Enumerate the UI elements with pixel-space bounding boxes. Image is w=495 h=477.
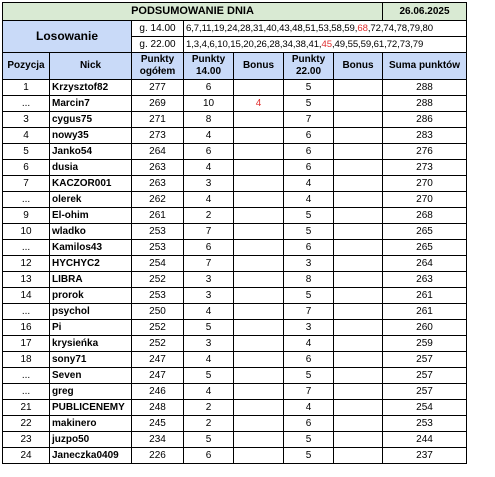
- table-row: [3, 144, 467, 160]
- cell-suma: 257: [383, 352, 467, 368]
- cell-bonus-14: [234, 448, 284, 464]
- cell-pozycja: 7: [3, 176, 50, 192]
- cell-pozycja: ...: [3, 192, 50, 208]
- cell-suma: 288: [383, 80, 467, 96]
- draw-label-14: g. 14.00: [132, 21, 184, 37]
- cell-punkty-14: 4: [184, 192, 234, 208]
- cell-suma: 264: [383, 256, 467, 272]
- cell-punkty-22: 7: [284, 304, 334, 320]
- cell-nick: juzpo50: [50, 432, 132, 448]
- cell-punkty-ogolem: 252: [132, 336, 184, 352]
- cell-punkty-ogolem: 250: [132, 304, 184, 320]
- cell-suma: 286: [383, 112, 467, 128]
- header-punkty-14: Punkty 14.00: [184, 53, 234, 80]
- cell-nick: Marcin7: [50, 96, 132, 112]
- draw-highlight-14: 68: [357, 23, 368, 34]
- cell-punkty-22: 6: [284, 128, 334, 144]
- cell-suma: 273: [383, 160, 467, 176]
- cell-pozycja: ...: [3, 240, 50, 256]
- cell-punkty-ogolem: 245: [132, 416, 184, 432]
- cell-bonus-22: [334, 352, 383, 368]
- cell-punkty-14: 3: [184, 336, 234, 352]
- cell-bonus-22: [334, 112, 383, 128]
- cell-bonus-14: [234, 128, 284, 144]
- cell-pozycja: ...: [3, 304, 50, 320]
- cell-punkty-ogolem: 247: [132, 352, 184, 368]
- cell-punkty-22: 7: [284, 112, 334, 128]
- cell-punkty-22: 5: [284, 224, 334, 240]
- cell-punkty-22: 5: [284, 368, 334, 384]
- cell-bonus-22: [334, 400, 383, 416]
- header-nick: Nick: [50, 53, 132, 80]
- cell-punkty-14: 4: [184, 384, 234, 400]
- cell-pozycja: 14: [3, 288, 50, 304]
- cell-bonus-22: [334, 256, 383, 272]
- cell-punkty-ogolem: 269: [132, 96, 184, 112]
- summary-sheet: [2, 2, 467, 464]
- cell-nick: Kamilos43: [50, 240, 132, 256]
- cell-suma: 259: [383, 336, 467, 352]
- cell-bonus-14: [234, 336, 284, 352]
- cell-punkty-14: 6: [184, 144, 234, 160]
- table-row: [3, 288, 467, 304]
- cell-punkty-14: 3: [184, 272, 234, 288]
- cell-punkty-ogolem: 264: [132, 144, 184, 160]
- cell-bonus-22: [334, 80, 383, 96]
- summary-table: [2, 2, 467, 464]
- cell-punkty-ogolem: 226: [132, 448, 184, 464]
- cell-bonus-22: [334, 144, 383, 160]
- cell-bonus-22: [334, 128, 383, 144]
- cell-suma: 257: [383, 384, 467, 400]
- cell-punkty-14: 2: [184, 400, 234, 416]
- cell-punkty-ogolem: 273: [132, 128, 184, 144]
- table-row: [3, 384, 467, 400]
- table-row: [3, 80, 467, 96]
- cell-bonus-22: [334, 384, 383, 400]
- cell-bonus-22: [334, 416, 383, 432]
- draw-numbers-14: 6,7,11,19,24,28,31,40,43,48,51,53,58,59,68,72,74,78,79,80: [184, 21, 467, 37]
- cell-suma: 254: [383, 400, 467, 416]
- cell-punkty-22: 6: [284, 240, 334, 256]
- draw-highlight-22: 45: [321, 39, 332, 50]
- cell-suma: 261: [383, 288, 467, 304]
- cell-pozycja: 3: [3, 112, 50, 128]
- table-row: [3, 320, 467, 336]
- cell-punkty-22: 6: [284, 416, 334, 432]
- cell-suma: 253: [383, 416, 467, 432]
- cell-bonus-22: [334, 96, 383, 112]
- cell-pozycja: ...: [3, 384, 50, 400]
- cell-pozycja: 10: [3, 224, 50, 240]
- cell-punkty-22: 4: [284, 192, 334, 208]
- cell-punkty-ogolem: 246: [132, 384, 184, 400]
- cell-bonus-14: [234, 352, 284, 368]
- cell-punkty-22: 6: [284, 144, 334, 160]
- cell-suma: 260: [383, 320, 467, 336]
- header-punkty-ogolem: Punkty ogółem: [132, 53, 184, 80]
- cell-bonus-14: [234, 416, 284, 432]
- cell-nick: KACZOR001: [50, 176, 132, 192]
- cell-bonus-14: [234, 304, 284, 320]
- cell-bonus-14: [234, 368, 284, 384]
- cell-punkty-22: 8: [284, 272, 334, 288]
- cell-suma: 283: [383, 128, 467, 144]
- cell-bonus-22: [334, 224, 383, 240]
- cell-nick: cygus75: [50, 112, 132, 128]
- cell-pozycja: 17: [3, 336, 50, 352]
- cell-pozycja: ...: [3, 368, 50, 384]
- cell-nick: Krzysztof82: [50, 80, 132, 96]
- draw-numbers-22: 1,3,4,6,10,15,20,26,28,34,38,41,45,49,55,59,61,72,73,79: [184, 37, 467, 53]
- cell-punkty-22: 7: [284, 384, 334, 400]
- cell-bonus-22: [334, 240, 383, 256]
- cell-suma: 265: [383, 240, 467, 256]
- cell-punkty-14: 7: [184, 256, 234, 272]
- cell-punkty-ogolem: 277: [132, 80, 184, 96]
- cell-pozycja: 9: [3, 208, 50, 224]
- cell-punkty-ogolem: 247: [132, 368, 184, 384]
- cell-pozycja: 5: [3, 144, 50, 160]
- cell-nick: psychol: [50, 304, 132, 320]
- cell-pozycja: 4: [3, 128, 50, 144]
- cell-pozycja: 6: [3, 160, 50, 176]
- cell-bonus-22: [334, 192, 383, 208]
- cell-pozycja: 21: [3, 400, 50, 416]
- table-row: [3, 336, 467, 352]
- table-row: [3, 96, 467, 112]
- table-row: [3, 256, 467, 272]
- cell-punkty-14: 4: [184, 304, 234, 320]
- header-row: [3, 53, 467, 80]
- cell-punkty-14: 6: [184, 80, 234, 96]
- cell-bonus-14: [234, 432, 284, 448]
- cell-punkty-14: 5: [184, 368, 234, 384]
- cell-bonus-14: [234, 208, 284, 224]
- cell-bonus-14: [234, 112, 284, 128]
- cell-punkty-22: 4: [284, 400, 334, 416]
- cell-punkty-22: 5: [284, 448, 334, 464]
- cell-pozycja: 16: [3, 320, 50, 336]
- cell-pozycja: 23: [3, 432, 50, 448]
- cell-nick: prorok: [50, 288, 132, 304]
- cell-nick: Janko54: [50, 144, 132, 160]
- cell-punkty-14: 8: [184, 112, 234, 128]
- cell-nick: krysieńka: [50, 336, 132, 352]
- cell-punkty-22: 6: [284, 160, 334, 176]
- table-row: [3, 160, 467, 176]
- header-bonus-22: Bonus: [334, 53, 383, 80]
- table-row: [3, 192, 467, 208]
- cell-nick: makinero: [50, 416, 132, 432]
- table-row: [3, 112, 467, 128]
- cell-nick: Janeczka0409: [50, 448, 132, 464]
- cell-nick: Seven: [50, 368, 132, 384]
- header-suma: Suma punktów: [383, 53, 467, 80]
- cell-punkty-14: 5: [184, 320, 234, 336]
- cell-punkty-14: 6: [184, 240, 234, 256]
- cell-bonus-14: [234, 80, 284, 96]
- cell-nick: nowy35: [50, 128, 132, 144]
- cell-punkty-ogolem: 263: [132, 160, 184, 176]
- cell-punkty-14: 7: [184, 224, 234, 240]
- cell-punkty-ogolem: 254: [132, 256, 184, 272]
- cell-pozycja: 13: [3, 272, 50, 288]
- cell-punkty-ogolem: 262: [132, 192, 184, 208]
- table-row: [3, 368, 467, 384]
- cell-punkty-22: 4: [284, 176, 334, 192]
- header-pozycja: Pozycja: [3, 53, 50, 80]
- cell-bonus-14: [234, 240, 284, 256]
- cell-nick: LIBRA: [50, 272, 132, 288]
- cell-punkty-ogolem: 253: [132, 240, 184, 256]
- cell-suma: 263: [383, 272, 467, 288]
- cell-punkty-ogolem: 252: [132, 320, 184, 336]
- cell-suma: 270: [383, 192, 467, 208]
- cell-punkty-ogolem: 253: [132, 288, 184, 304]
- cell-nick: greg: [50, 384, 132, 400]
- table-row: [3, 224, 467, 240]
- cell-bonus-14: [234, 224, 284, 240]
- cell-punkty-22: 5: [284, 96, 334, 112]
- cell-punkty-14: 10: [184, 96, 234, 112]
- cell-suma: 257: [383, 368, 467, 384]
- cell-pozycja: 18: [3, 352, 50, 368]
- cell-bonus-22: [334, 368, 383, 384]
- cell-punkty-14: 3: [184, 176, 234, 192]
- cell-bonus-14: [234, 400, 284, 416]
- cell-bonus-22: [334, 432, 383, 448]
- cell-bonus-14: [234, 256, 284, 272]
- cell-punkty-14: 2: [184, 416, 234, 432]
- table-row: [3, 304, 467, 320]
- cell-bonus-14: [234, 272, 284, 288]
- cell-punkty-14: 6: [184, 448, 234, 464]
- cell-bonus-22: [334, 304, 383, 320]
- header-punkty-22: Punkty 22.00: [284, 53, 334, 80]
- cell-pozycja: ...: [3, 96, 50, 112]
- cell-bonus-22: [334, 320, 383, 336]
- cell-nick: PUBLICENEMY: [50, 400, 132, 416]
- table-row: [3, 400, 467, 416]
- cell-bonus-22: [334, 176, 383, 192]
- cell-bonus-22: [334, 448, 383, 464]
- cell-nick: sony71: [50, 352, 132, 368]
- page-title: PODSUMOWANIE DNIA: [3, 3, 383, 21]
- cell-pozycja: 22: [3, 416, 50, 432]
- cell-bonus-14: [234, 384, 284, 400]
- table-row: [3, 272, 467, 288]
- cell-nick: Pi: [50, 320, 132, 336]
- cell-punkty-ogolem: 271: [132, 112, 184, 128]
- cell-punkty-22: 6: [284, 352, 334, 368]
- cell-punkty-14: 5: [184, 432, 234, 448]
- cell-suma: 270: [383, 176, 467, 192]
- table-row: [3, 448, 467, 464]
- cell-suma: 265: [383, 224, 467, 240]
- cell-punkty-ogolem: 252: [132, 272, 184, 288]
- cell-suma: 261: [383, 304, 467, 320]
- cell-bonus-22: [334, 336, 383, 352]
- cell-bonus-14: [234, 160, 284, 176]
- date-cell: 26.06.2025: [383, 3, 467, 21]
- cell-punkty-22: 3: [284, 320, 334, 336]
- cell-bonus-14: [234, 288, 284, 304]
- cell-punkty-22: 5: [284, 432, 334, 448]
- cell-punkty-22: 3: [284, 256, 334, 272]
- table-row: [3, 432, 467, 448]
- cell-punkty-ogolem: 263: [132, 176, 184, 192]
- cell-punkty-ogolem: 261: [132, 208, 184, 224]
- cell-punkty-14: 4: [184, 352, 234, 368]
- cell-bonus-22: [334, 272, 383, 288]
- header-bonus-14: Bonus: [234, 53, 284, 80]
- cell-bonus-14: 4: [234, 96, 284, 112]
- cell-suma: 276: [383, 144, 467, 160]
- cell-punkty-14: 4: [184, 128, 234, 144]
- cell-punkty-22: 5: [284, 80, 334, 96]
- table-row: [3, 176, 467, 192]
- cell-punkty-22: 4: [284, 336, 334, 352]
- table-row: [3, 352, 467, 368]
- cell-punkty-22: 5: [284, 208, 334, 224]
- cell-bonus-14: [234, 192, 284, 208]
- cell-nick: HYCHYC2: [50, 256, 132, 272]
- cell-pozycja: 1: [3, 80, 50, 96]
- cell-bonus-22: [334, 288, 383, 304]
- cell-punkty-ogolem: 248: [132, 400, 184, 416]
- table-row: [3, 128, 467, 144]
- cell-pozycja: 24: [3, 448, 50, 464]
- draw-label-22: g. 22.00: [132, 37, 184, 53]
- cell-nick: dusia: [50, 160, 132, 176]
- cell-suma: 237: [383, 448, 467, 464]
- losowanie-label: Losowanie: [3, 21, 132, 53]
- cell-punkty-ogolem: 234: [132, 432, 184, 448]
- table-row: [3, 416, 467, 432]
- table-row: [3, 240, 467, 256]
- cell-suma: 288: [383, 96, 467, 112]
- cell-punkty-22: 5: [284, 288, 334, 304]
- cell-suma: 268: [383, 208, 467, 224]
- table-row: [3, 208, 467, 224]
- cell-nick: wladko: [50, 224, 132, 240]
- cell-bonus-22: [334, 208, 383, 224]
- cell-punkty-14: 2: [184, 208, 234, 224]
- cell-pozycja: 12: [3, 256, 50, 272]
- cell-punkty-14: 4: [184, 160, 234, 176]
- cell-bonus-14: [234, 144, 284, 160]
- cell-bonus-14: [234, 176, 284, 192]
- cell-nick: olerek: [50, 192, 132, 208]
- cell-nick: El-ohim: [50, 208, 132, 224]
- cell-suma: 244: [383, 432, 467, 448]
- cell-bonus-22: [334, 160, 383, 176]
- cell-bonus-14: [234, 320, 284, 336]
- cell-punkty-ogolem: 253: [132, 224, 184, 240]
- cell-punkty-14: 3: [184, 288, 234, 304]
